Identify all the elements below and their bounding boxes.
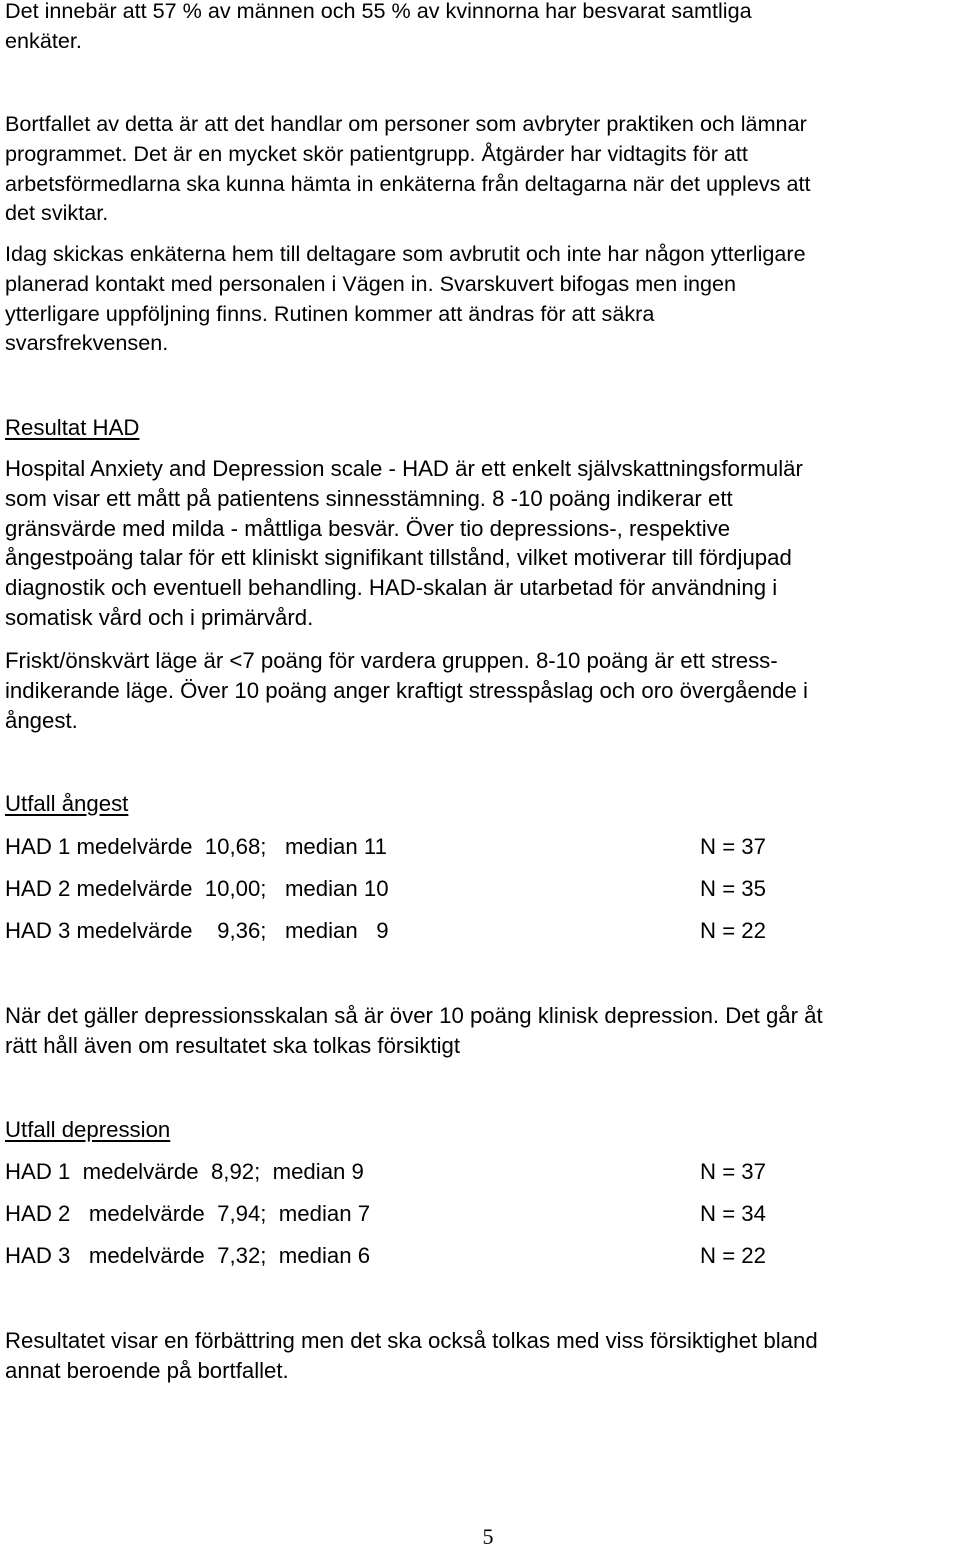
dropout-paragraph: Bortfallet av detta är att det handlar om personer som avbryter praktiken och lämnar programmet. Det är en mycket skör patientgrupp. Åtgärder har vidtagits för att arbetsförmedlarna ska kunna hämta in enkäterna från deltagarna när det upplevs att det sviktar. (5, 111, 811, 226)
depression-row-label: HAD 3 medelvärde 7,32; median 6 (5, 1243, 371, 1268)
had-results-heading: Resultat HAD (5, 415, 140, 440)
anxiety-row-n: N = 37 (700, 834, 766, 859)
depression-row-n: N = 37 (700, 1159, 766, 1184)
anxiety-row-had2 (5, 874, 805, 904)
depression-note-paragraph: När det gäller depressionsskalan så är över 10 poäng klinisk depression. Det går åt rätt håll även om resultatet ska tolkas försiktigt (5, 1003, 823, 1058)
anxiety-row-label: HAD 1 medelvärde 10,68; median 11 (5, 834, 387, 859)
depression-row-had1 (5, 1157, 805, 1187)
conclusion-paragraph: Resultatet visar en förbättring men det ska också tolkas med viss försiktighet bland annat beroende på bortfallet. (5, 1328, 818, 1383)
depression-row-had3 (5, 1241, 805, 1271)
depression-row-label: HAD 1 medelvärde 8,92; median 9 (5, 1159, 364, 1184)
depression-row-n: N = 22 (700, 1243, 766, 1268)
anxiety-row-n: N = 35 (700, 876, 766, 901)
depression-row-label: HAD 2 medelvärde 7,94; median 7 (5, 1201, 371, 1226)
depression-outcome-heading: Utfall depression (5, 1117, 171, 1142)
anxiety-outcome-heading: Utfall ångest (5, 791, 129, 816)
response-rate-paragraph: Det innebär att 57 % av männen och 55 % av kvinnorna har besvarat samtliga enkäter. (5, 0, 752, 53)
page-number: 5 (482, 1524, 494, 1549)
depression-row-n: N = 34 (700, 1201, 766, 1226)
depression-row-had2 (5, 1199, 805, 1229)
anxiety-row-had3 (5, 916, 805, 946)
had-description-paragraph: Hospital Anxiety and Depression scale - HAD är ett enkelt självskattningsformulär som visar ett mått på patientens sinnesstämning. 8 -10 poäng indikerar ett gränsvärde med milda - måttliga besvär. Över tio depressions-, respektive ångestpoäng talar för ett kliniskt signifikant tillstånd, vilket motiverar till fördjupad diagnostik och eventuell behandling. HAD-skalan är utarbetad för användning i somatisk vård och i primärvård. (5, 456, 803, 630)
anxiety-row-label: HAD 3 medelvärde 9,36; median 9 (5, 918, 389, 943)
anxiety-row-had1 (5, 832, 805, 862)
routine-paragraph: Idag skickas enkäterna hem till deltagare som avbrutit och inte har någon ytterligare planerad kontakt med personalen i Vägen in. Svarskuvert bifogas men ingen ytterligare uppföljning finns. Rutinen kommer att ändras för att säkra svarsfrekvensen. (5, 241, 806, 356)
anxiety-row-label: HAD 2 medelvärde 10,00; median 10 (5, 876, 389, 901)
anxiety-row-n: N = 22 (700, 918, 766, 943)
had-interpretation-paragraph: Friskt/önskvärt läge är <7 poäng för vardera gruppen. 8-10 poäng är ett stress- indikerande läge. Över 10 poäng anger kraftigt stresspåslag och oro övergående i ångest. (5, 648, 808, 733)
